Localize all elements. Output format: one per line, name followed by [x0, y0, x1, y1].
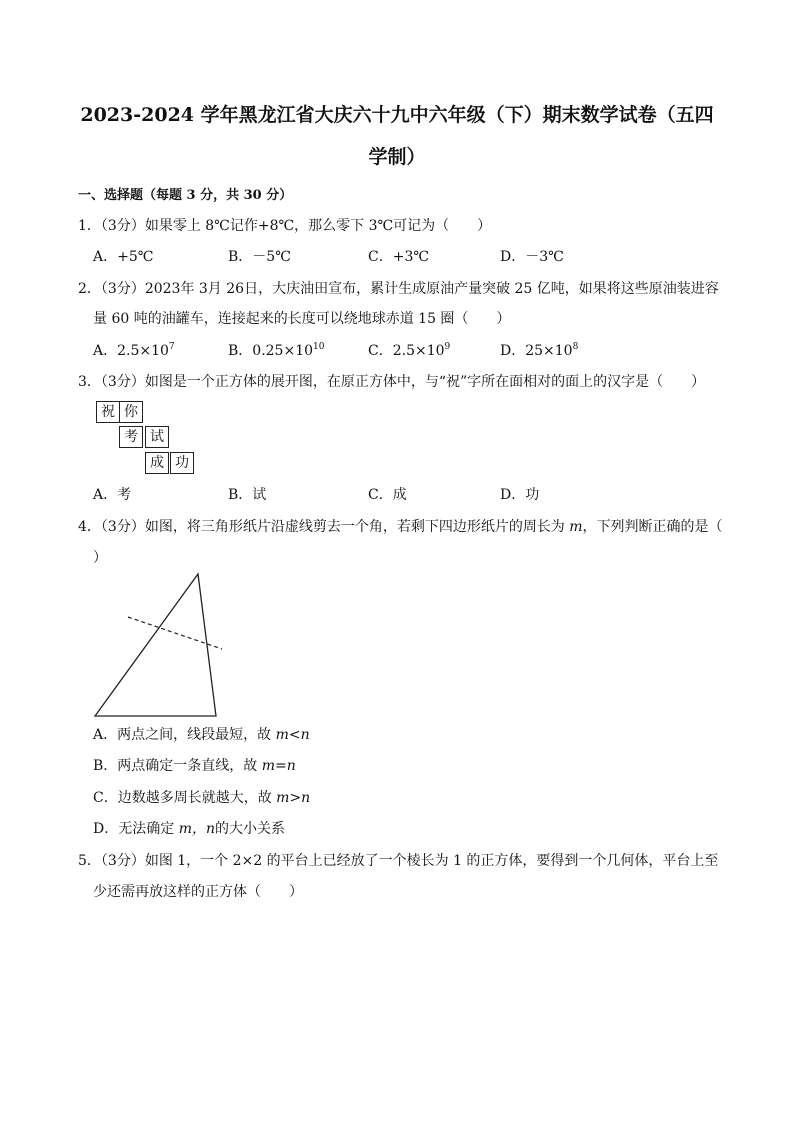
net-cell-6: 功 — [170, 452, 194, 474]
q1-option-d: D．－3℃ — [500, 249, 564, 265]
q4-option-a: A．两点之间，线段最短，故 m<n — [93, 727, 310, 743]
question-1-text: 1．（3分）如果零上 8℃记作+8℃，那么零下 3℃可记为（ ） — [78, 218, 492, 234]
triangle-cut-figure — [90, 570, 230, 720]
exam-title-line1: 2023-2024 学年黑龙江省大庆六十九中六年级（下）期末数学试卷（五四 — [80, 104, 714, 126]
net-cell-4: 试 — [145, 426, 169, 448]
q2-option-a: A．$2.5\times 10^7$ — [93, 342, 175, 359]
question-2-text-line2: 量 60 吨的油罐车，连接起来的长度可以绕地球赤道 15 圈（ ） — [93, 311, 511, 327]
question-3-text: 3．（3分）如图是一个正方体的展开图，在原正方体中，与“祝”字所在面相对的面上的汉字是（ ） — [78, 374, 706, 390]
q2-option-b: B．$0.25\times 10^{10}$ — [228, 342, 325, 359]
q4-option-b: B．两点确定一条直线，故 m=n — [93, 758, 296, 774]
net-cell-3: 考 — [119, 426, 143, 448]
section-heading: 一、选择题（每题 3 分，共 30 分） — [78, 188, 293, 203]
q3-option-a: A．考 — [93, 487, 132, 503]
q2-option-c: C．$2.5\times 10^9$ — [368, 342, 451, 359]
exam-title-line2: 学制） — [368, 146, 426, 168]
net-cell-1: 祝 — [96, 401, 120, 423]
question-5-text-line2: 少还需再放这样的正方体（ ） — [93, 884, 303, 900]
dashed-cut-line — [128, 617, 222, 649]
question-2-text-line1: 2．（3分）2023年 3月 26日，大庆油田宣布，累计生成原油产量突破 25 亿吨，如果将这些原油装进容 — [78, 281, 719, 297]
q1-option-b: B．－5℃ — [228, 249, 291, 265]
q2-option-d: D．$25\times 10^8$ — [500, 342, 579, 359]
net-cell-2: 你 — [119, 401, 143, 423]
q1-option-c: C．+3℃ — [368, 249, 430, 265]
q4-option-c: C．边数越多周长就越大，故 m>n — [93, 790, 311, 806]
triangle-shape — [95, 574, 216, 716]
q3-option-c: C．成 — [368, 487, 407, 503]
net-cell-5: 成 — [145, 452, 169, 474]
question-5-text-line1: 5．（3分）如图 1，一个 2×2 的平台上已经放了一个棱长为 1 的正方体，要得到一个几何体，平台上至 — [78, 853, 719, 869]
question-4-text-line1: 4．（3分）如图，将三角形纸片沿虚线剪去一个角，若剩下四边形纸片的周长为 m，下列判断正确的是（ — [78, 519, 723, 535]
question-4-text-line2: ） — [93, 550, 107, 566]
q3-option-d: D．功 — [500, 487, 540, 503]
q4-option-d: D．无法确定 m，n的大小关系 — [93, 821, 285, 837]
q1-option-a: A．+5℃ — [93, 249, 154, 265]
q3-option-b: B．试 — [228, 487, 267, 503]
